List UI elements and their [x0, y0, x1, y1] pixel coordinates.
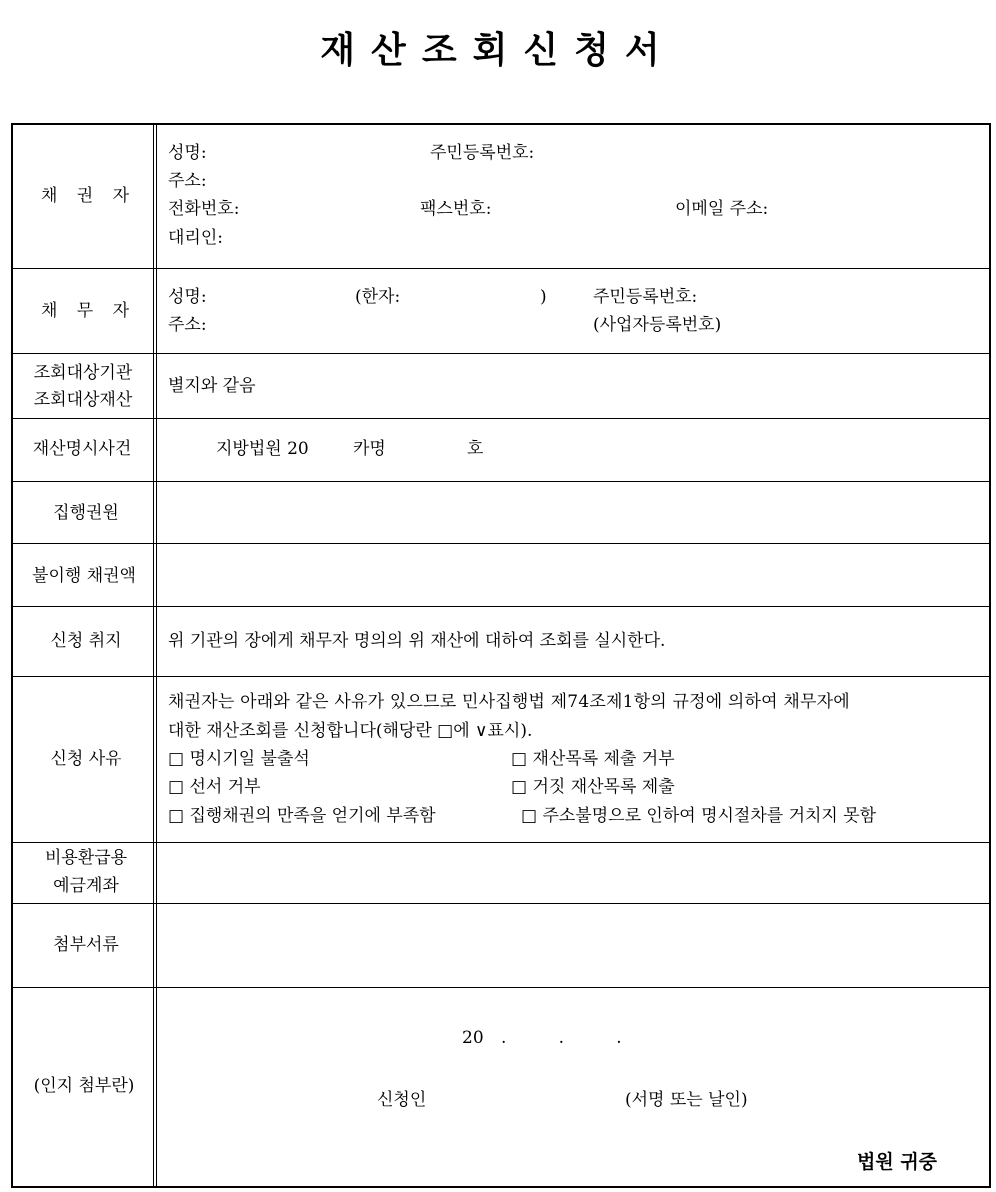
debtor-address-field[interactable]: 주소: — [168, 315, 207, 335]
row-divider — [12, 268, 989, 269]
title-of-execution-label: 집행권원 — [53, 503, 119, 523]
row-divider — [12, 676, 989, 677]
refund-account-label: 예금계좌 — [53, 876, 119, 896]
target-property-label: 조회대상재산 — [33, 390, 133, 410]
case-court-field[interactable]: 지방법원 20 — [216, 439, 309, 459]
debtor-name-field[interactable]: 성명: — [168, 287, 207, 307]
signature-field[interactable]: (서명 또는 날인) — [625, 1090, 748, 1110]
row-divider — [12, 543, 989, 544]
case-number-suffix: 호 — [467, 439, 484, 459]
reason-option-checkbox[interactable]: □ 선서 거부 — [168, 777, 261, 797]
row-divider — [12, 987, 989, 988]
attachments-label: 첨부서류 — [53, 935, 119, 955]
creditor-phone-field[interactable]: 전화번호: — [168, 199, 240, 219]
purpose-label: 신청 취지 — [50, 631, 122, 651]
reason-text-line2: 대한 재산조회를 신청합니다(해당란 □에 ∨표시). — [168, 721, 533, 741]
purpose-value: 위 기관의 장에게 채무자 명의의 위 재산에 대하여 조회를 실시한다. — [168, 631, 666, 651]
row-divider — [12, 418, 989, 419]
debtor-label: 채 무 자 — [40, 301, 130, 321]
reason-text-line1: 채권자는 아래와 같은 사유가 있으므로 민사집행법 제74조제1항의 규정에 의하여 채무자에 — [168, 692, 850, 712]
debtor-business-number-field[interactable]: (사업자등록번호) — [593, 315, 722, 335]
applicant-label: 신청인 — [377, 1090, 427, 1110]
row-divider — [12, 481, 989, 482]
reason-option-checkbox[interactable]: □ 집행채권의 만족을 얻기에 부족함 — [168, 806, 436, 826]
row-divider — [12, 606, 989, 607]
debtor-hanja-field[interactable]: (한자: — [355, 287, 401, 307]
debtor-hanja-close: ) — [540, 287, 547, 307]
unpaid-claim-label: 불이행 채권액 — [32, 566, 136, 586]
reason-label: 신청 사유 — [50, 749, 122, 769]
reason-option-checkbox[interactable]: □ 재산목록 제출 거부 — [511, 749, 675, 769]
column-divider — [153, 124, 154, 1187]
creditor-email-field[interactable]: 이메일 주소: — [675, 199, 769, 219]
refund-account-label: 비용환급용 — [44, 848, 128, 868]
column-divider — [156, 124, 157, 1187]
case-type: 카명 — [353, 439, 386, 459]
debtor-id-field[interactable]: 주민등록번호: — [593, 287, 698, 307]
target-institution-label: 조회대상기관 — [33, 363, 133, 383]
creditor-address-field[interactable]: 주소: — [168, 171, 207, 191]
target-value[interactable]: 별지와 같음 — [168, 376, 256, 396]
application-date-field[interactable]: 20 . . . — [462, 1028, 622, 1048]
case-label: 재산명시사건 — [32, 439, 132, 459]
creditor-label: 채 권 자 — [40, 186, 130, 206]
row-divider — [12, 842, 989, 843]
page-title: 재산조회신청서 — [320, 30, 676, 71]
creditor-fax-field[interactable]: 팩스번호: — [420, 199, 492, 219]
addressee: 법원 귀중 — [857, 1151, 938, 1173]
reason-option-checkbox[interactable]: □ 명시기일 불출석 — [168, 749, 310, 769]
row-divider — [12, 903, 989, 904]
stamp-area-label: (인지 첨부란) — [33, 1076, 135, 1096]
creditor-agent-field[interactable]: 대리인: — [168, 228, 223, 248]
creditor-name-field[interactable]: 성명: — [168, 143, 207, 163]
creditor-id-field[interactable]: 주민등록번호: — [430, 143, 535, 163]
reason-option-checkbox[interactable]: □ 주소불명으로 인하여 명시절차를 거치지 못함 — [521, 806, 877, 826]
reason-option-checkbox[interactable]: □ 거짓 재산목록 제출 — [511, 777, 675, 797]
row-divider — [12, 353, 989, 354]
